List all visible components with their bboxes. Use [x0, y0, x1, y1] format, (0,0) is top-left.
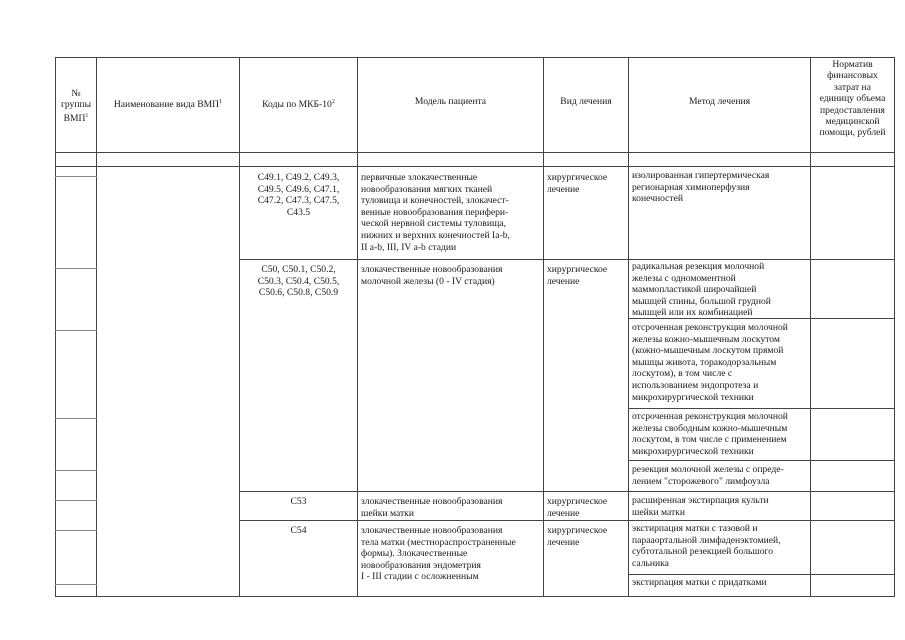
row2-method-1: радикальная резекция молочной железы с одномоментной маммопластикой широчайшей мышцей спины, большой грудной мышцей или их комбинацией: [632, 261, 771, 319]
group-col-sep-2: [55, 268, 97, 269]
row2-treatment-type: хирургическое лечение: [547, 264, 608, 287]
group-col-sep-7: [55, 530, 97, 531]
table-left-border: [55, 57, 56, 597]
row4-patient-model: злокачественные новообразования тела матки (местнораспространенные формы). Злокачественные новообразования эндометрия I - III стадии с осложненным: [361, 525, 516, 583]
header-treatment-method: Метод лечения: [688, 96, 751, 107]
col-divider-5: [628, 57, 629, 597]
header-treatment-type: Вид лечения: [560, 96, 612, 107]
table-right-border: [894, 57, 895, 597]
header-bottom-rule: [55, 152, 895, 153]
row4-icd-codes: C54: [290, 525, 307, 536]
header-icd-codes: Коды по МКБ-$10^2$: [262, 99, 335, 111]
group-col-sep-5: [55, 470, 97, 471]
header-cost-norm: Норматив финансовых затрат на единицу объема предоставления медицинской помощи, рублей: [819, 59, 886, 139]
row2-method-3: отсроченная реконструкция молочной железы свободным кожно-мышечным лоскутом, в том числе с применением микрохирургической техники: [632, 411, 788, 457]
method-sep-5: [628, 491, 895, 492]
row-sep-3: [239, 520, 629, 521]
col-divider-4: [543, 57, 544, 597]
row3-patient-model: злокачественные новообразования шейки матки: [361, 496, 503, 519]
row4-treatment-type: хирургическое лечение: [547, 525, 608, 548]
method-sep-1: [628, 259, 895, 260]
group-col-sep-6: [55, 500, 97, 501]
group-col-sep-1: [55, 176, 97, 177]
row1-patient-model: первичные злокачественные новообразования мягких тканей туловища и конечностей, злокачест- венные новообразования перифери- ческой нервной системы туловища, нижних и верхних конечностей Ia-b, II a-b, III, IV a-b стадии: [361, 172, 510, 253]
group-col-sep-4: [55, 418, 97, 419]
method-sep-6: [628, 520, 895, 521]
numbering-row-rule: [55, 166, 895, 167]
row4-method-2: экстирпация матки с придатками: [632, 577, 767, 588]
col-divider-2: [239, 57, 240, 597]
row3-method-1: расширенная экстирпация культи шейки матки: [632, 495, 769, 518]
method-sep-4: [628, 460, 895, 461]
row1-icd-codes: C49.1, C49.2, C49.3, C49.5, C49.6, C47.1, C47.2, C47.3, C47.5, C43.5: [257, 172, 340, 218]
group-col-sep-8: [55, 584, 97, 585]
row2-patient-model: злокачественные новообразования молочной железы (0 - IV стадия): [361, 264, 503, 287]
row3-icd-codes: C53: [290, 496, 307, 507]
header-patient-model: Модель пациента: [414, 96, 487, 107]
row2-icd-codes: C50, C50.1, C50.2, C50.3, C50.4, C50.5, C50.6, C50.8, C50.9: [257, 264, 340, 299]
table-top-border: [55, 57, 895, 58]
row2-method-2: отсроченная реконструкция молочной железы кожно-мышечным лоскутом (кожно-мышечным лоскутом прямой мышцы живота, торакодорзальным лоскутом), в том числе с использованием эндопротеза и микрохирургической техники: [632, 322, 788, 403]
header-vmp-name: Наименование вида ВМП$^1$: [113, 99, 223, 111]
col-divider-1: [96, 57, 97, 597]
row1-treatment-type: хирургическое лечение: [547, 172, 608, 195]
header-group-number: № группы ВМП$^1$: [60, 88, 92, 124]
row2-method-4: резекция молочной железы с опреде- лением "сторожевого" лимфоузла: [632, 464, 784, 487]
row3-treatment-type: хирургическое лечение: [547, 496, 608, 519]
group-col-sep-3: [55, 330, 97, 331]
row4-method-1: экстирпация матки с тазовой и парааортальной лимфаденэктомией, субтотальной резекцией большого сальника: [632, 523, 781, 569]
table-bottom-border: [55, 596, 895, 597]
row1-method-1: изолированная гипертермическая регионарная химиоперфузия конечностей: [632, 170, 770, 205]
col-divider-3: [357, 57, 358, 597]
row-sep-2: [239, 491, 629, 492]
row-sep-1: [239, 259, 629, 260]
method-sep-7: [628, 574, 895, 575]
method-sep-3: [628, 408, 895, 409]
